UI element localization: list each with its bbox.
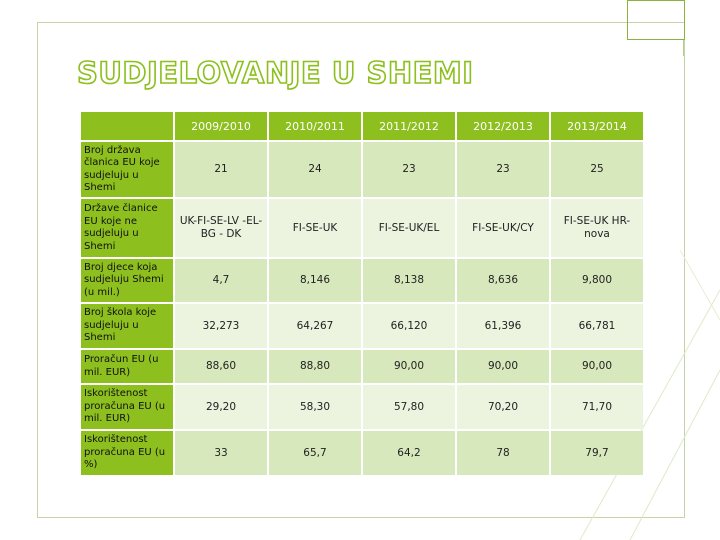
column-header: 2010/2011 <box>269 112 361 140</box>
table-cell: 29,20 <box>175 385 267 429</box>
table-cell: FI-SE-UK HR-nova <box>551 199 643 257</box>
table-cell: 66,120 <box>363 304 455 348</box>
column-header: 2009/2010 <box>175 112 267 140</box>
table-cell: 57,80 <box>363 385 455 429</box>
table-row <box>81 199 643 257</box>
table-cell: 8,138 <box>363 259 455 302</box>
table-cell: 90,00 <box>457 350 549 383</box>
table-cell: 88,80 <box>269 350 361 383</box>
data-table <box>79 110 645 477</box>
table-cell: UK-FI-SE-LV -EL-BG - DK <box>175 199 267 257</box>
table-cell: 65,7 <box>269 431 361 475</box>
table-cell: FI-SE-UK/CY <box>457 199 549 257</box>
table-cell: 9,800 <box>551 259 643 302</box>
row-label: Države članice EU koje ne sudjeluju u Shemi <box>81 199 173 257</box>
table-cell: 71,70 <box>551 385 643 429</box>
table-cell: 70,20 <box>457 385 549 429</box>
row-label: Iskorištenost proračuna EU (u %) <box>81 431 173 475</box>
page-title: SUDJELOVANJE U SHEMI <box>77 56 474 90</box>
table-row <box>81 431 643 475</box>
column-header: 2013/2014 <box>551 112 643 140</box>
corner-decoration-line <box>683 40 684 56</box>
corner-decoration <box>627 0 685 40</box>
table-cell: 8,146 <box>269 259 361 302</box>
row-label: Broj škola koje sudjeluju u Shemi <box>81 304 173 348</box>
table-cell: 64,267 <box>269 304 361 348</box>
table-cell: 33 <box>175 431 267 475</box>
table-row <box>81 259 643 302</box>
table-cell: 79,7 <box>551 431 643 475</box>
table-cell: 21 <box>175 142 267 197</box>
table-cell: 90,00 <box>551 350 643 383</box>
table-cell: 61,396 <box>457 304 549 348</box>
table-cell: 24 <box>269 142 361 197</box>
table-row <box>81 385 643 429</box>
column-header: 2012/2013 <box>457 112 549 140</box>
table-cell: 58,30 <box>269 385 361 429</box>
row-label: Broj djece koja sudjeluju Shemi (u mil.) <box>81 259 173 302</box>
table-cell: 64,2 <box>363 431 455 475</box>
table-cell: 66,781 <box>551 304 643 348</box>
table-cell: 25 <box>551 142 643 197</box>
table-cell: 90,00 <box>363 350 455 383</box>
table-cell: FI-SE-UK <box>269 199 361 257</box>
header-corner-cell <box>81 112 173 140</box>
table-header-row <box>81 112 643 140</box>
table-cell: 8,636 <box>457 259 549 302</box>
table-row <box>81 142 643 197</box>
table-cell: 23 <box>363 142 455 197</box>
table-cell: 88,60 <box>175 350 267 383</box>
table-cell: 4,7 <box>175 259 267 302</box>
table-row <box>81 304 643 348</box>
row-label: Proračun EU (u mil. EUR) <box>81 350 173 383</box>
row-label: Broj država članica EU koje sudjeluju u Shemi <box>81 142 173 197</box>
table-row <box>81 350 643 383</box>
table-cell: 32,273 <box>175 304 267 348</box>
table-cell: 78 <box>457 431 549 475</box>
table-cell: 23 <box>457 142 549 197</box>
table-cell: FI-SE-UK/EL <box>363 199 455 257</box>
row-label: Iskorištenost proračuna EU (u mil. EUR) <box>81 385 173 429</box>
column-header: 2011/2012 <box>363 112 455 140</box>
